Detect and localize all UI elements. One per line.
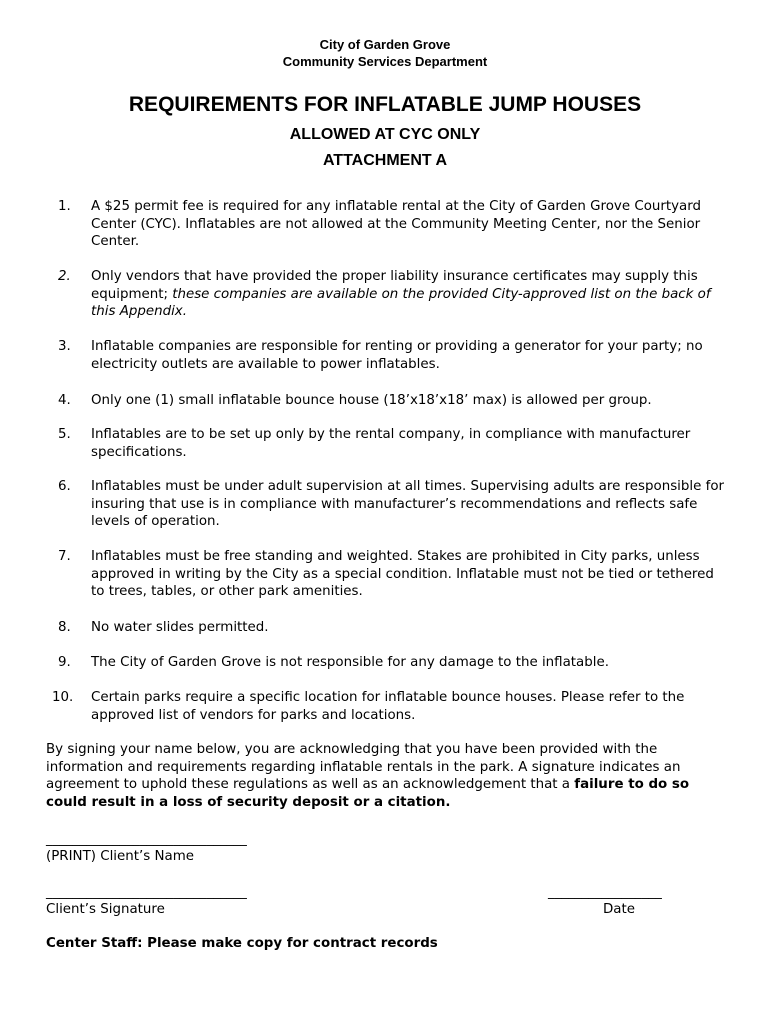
date-label: Date: [603, 902, 636, 917]
staff-note: Center Staff: Please make copy for contract records: [46, 936, 438, 951]
item-number: 10.: [52, 690, 74, 705]
client-name-line[interactable]: ______________________________: [46, 832, 247, 847]
item-number: 5.: [58, 427, 71, 442]
item-number: 9.: [58, 655, 71, 670]
date-line[interactable]: _________________: [548, 885, 662, 900]
department-name: Community Services Department: [282, 54, 488, 69]
item-text: Inflatables must be under adult supervision at all times. Supervising adults are responsible for insuring that use is in compliance with manufacturer’s recommendations and reflects safe levels of operation.: [91, 479, 725, 529]
item-text: Inflatables are to be set up only by the rental company, in compliance with manufacturer specifications.: [91, 427, 691, 460]
client-name-label: (PRINT) Client’s Name: [46, 849, 194, 864]
item-number: 8.: [58, 620, 71, 635]
item-italic-text: these companies are available on the provided City-approved list on the back of this Appendix.: [91, 286, 711, 319]
item-number: 2.: [58, 269, 71, 284]
item-number: 1.: [58, 199, 71, 214]
item-text: Certain parks require a specific location for inflatable bounce houses. Please refer to the approved list of vendors for parks and locations.: [91, 690, 685, 723]
item-text: Only one (1) small inflatable bounce house (18’x18’x18’ max) is allowed per group.: [91, 393, 652, 408]
item-text: The City of Garden Grove is not responsible for any damage to the inflatable.: [91, 655, 609, 670]
item-number: 3.: [58, 339, 71, 354]
acknowledgement-warning: failure to do so could result in a loss of security deposit or a citation.: [46, 777, 690, 810]
item-text: Only vendors that have provided the proper liability insurance certificates may supply this equipment;: [91, 269, 698, 302]
document-title: REQUIREMENTS FOR INFLATABLE JUMP HOUSES: [128, 93, 642, 116]
client-signature-line[interactable]: ______________________________: [46, 885, 247, 900]
item-text-wrapper: [91, 268, 731, 321]
item-number: 4.: [58, 393, 71, 408]
item-text: A $25 permit fee is required for any inflatable rental at the City of Garden Grove Courtyard Center (CYC). Inflatables are not allowed at the Community Meeting Center, nor the Senior Center.: [91, 199, 702, 249]
item-number: 7.: [58, 549, 71, 564]
client-signature-label: Client’s Signature: [46, 902, 165, 917]
org-name: City of Garden Grove: [319, 37, 451, 52]
organization-header: [0, 36, 770, 70]
attachment-label: ATTACHMENT A: [322, 152, 448, 169]
item-text: Inflatable companies are responsible for renting or providing a generator for your party; no electricity outlets are available to power inflatables.: [91, 339, 703, 372]
document-subtitle: ALLOWED AT CYC ONLY: [289, 126, 481, 143]
acknowledgement-text: By signing your name below, you are acknowledging that you have been provided with the information and requirements regarding inflatable rentals in the park. A signature indicates an agreement to uphold these regulations as well as an acknowledgement that a: [46, 742, 681, 792]
item-text: Inflatables must be free standing and weighted. Stakes are prohibited in City parks, unless approved in writing by the City as a special condition. Inflatable must not be tied or tethered to trees, tables, or other park amenities.: [91, 549, 714, 599]
item-number: 6.: [58, 479, 71, 494]
acknowledgement-paragraph: [46, 741, 718, 811]
item-text: No water slides permitted.: [91, 620, 269, 635]
